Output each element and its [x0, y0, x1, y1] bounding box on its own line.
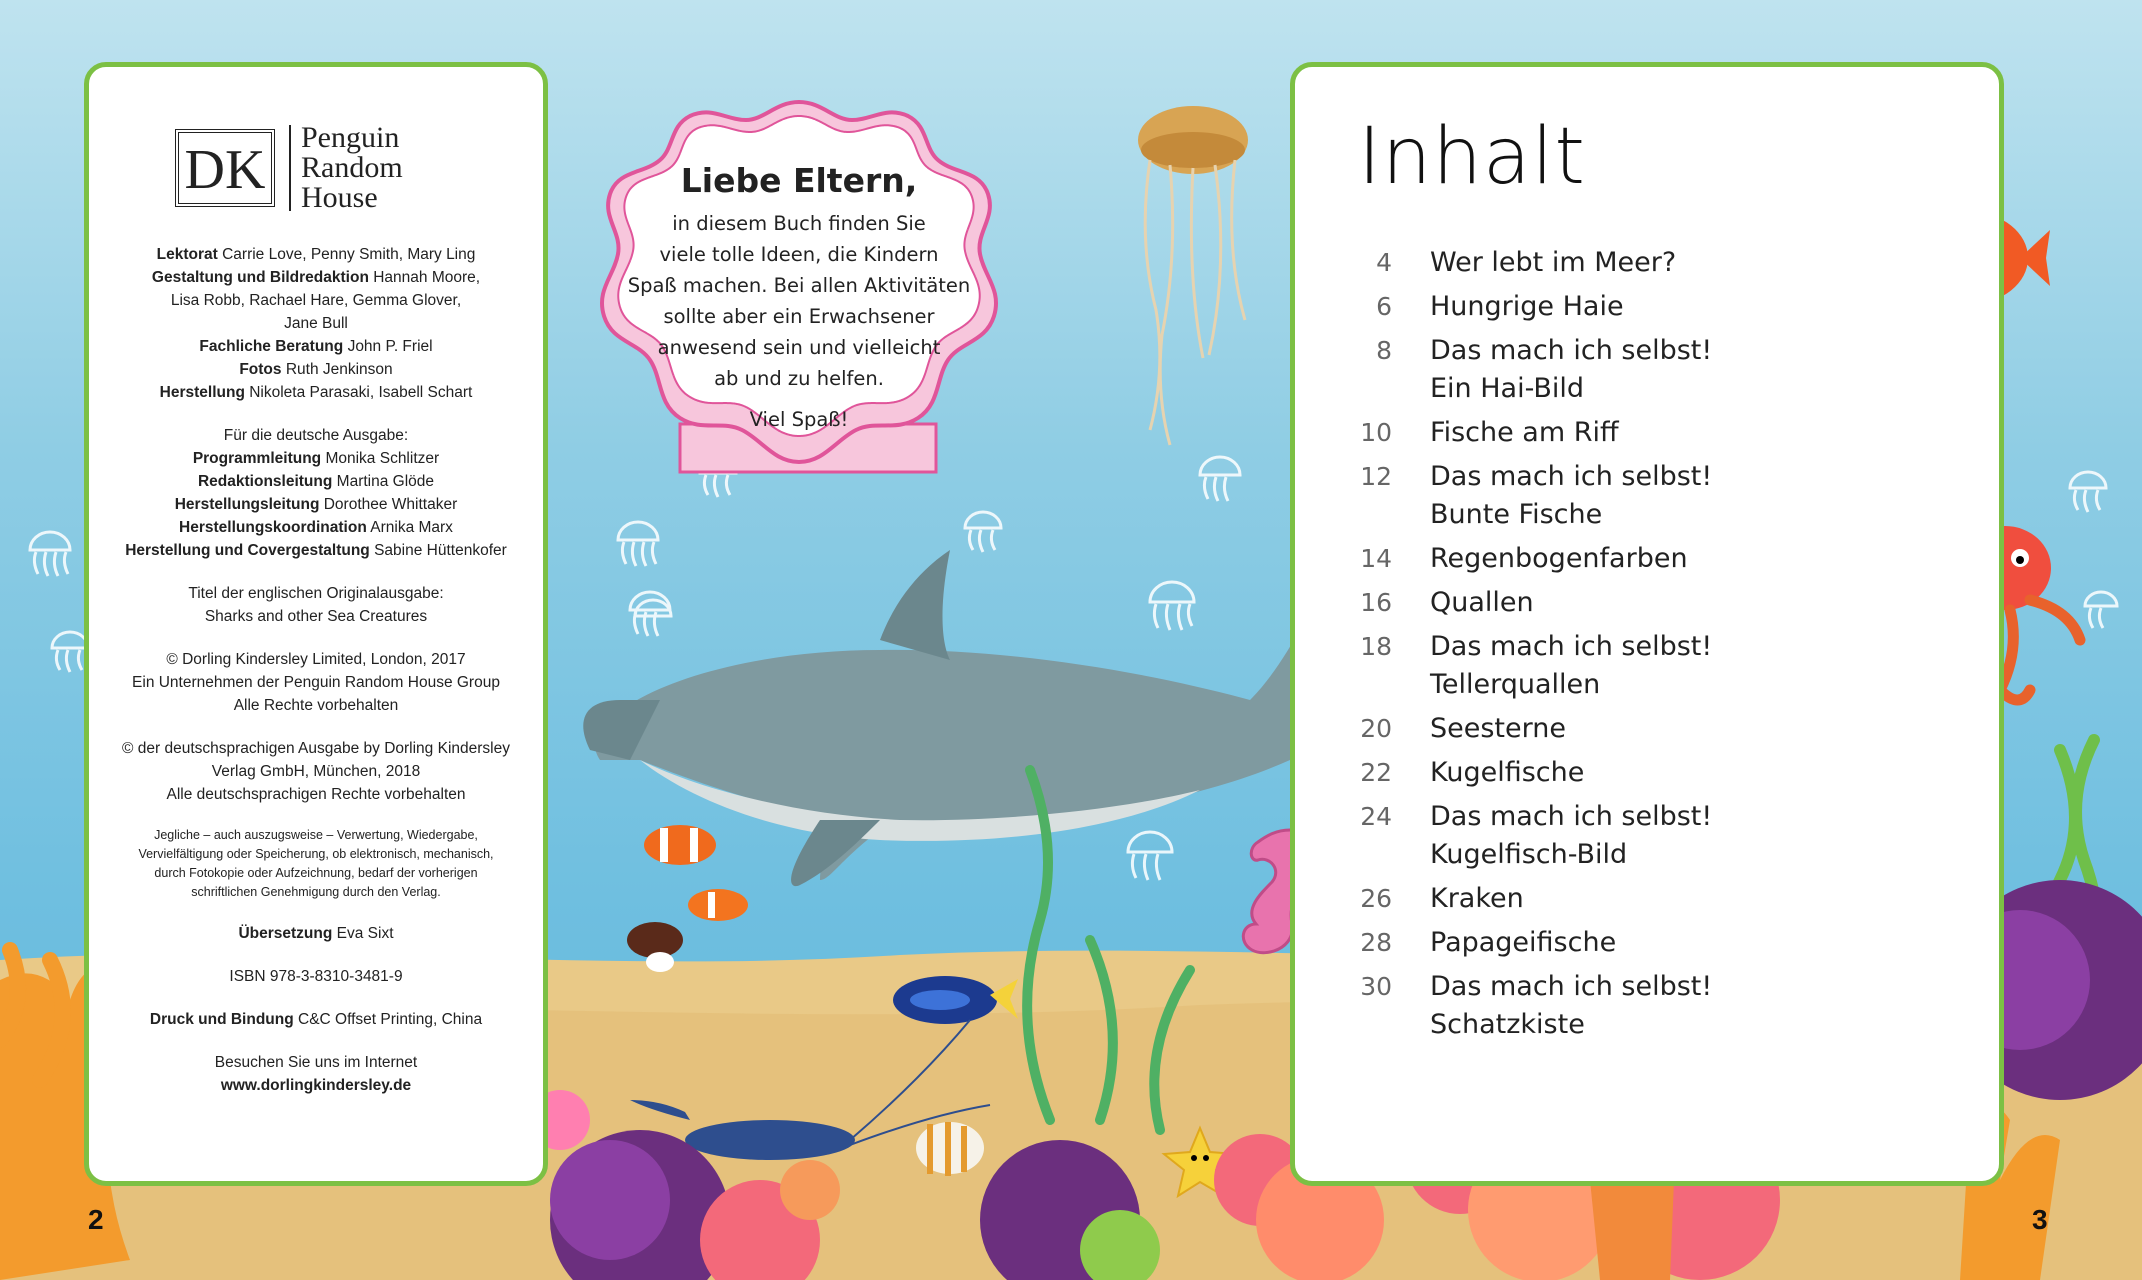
credit-line: Herstellungskoordination Arnika Marx [179, 519, 453, 536]
contents-page-number: 20 [1360, 714, 1392, 743]
contents-page-number: 28 [1360, 928, 1392, 957]
credit-line: Herstellungsleitung Dorothee Whittaker [174, 496, 458, 513]
contents-entry[interactable] [1340, 628, 1860, 704]
copyright-line: © Dorling Kindersley Limited, London, 2017 [166, 651, 466, 668]
contents-entry[interactable] [1340, 710, 1860, 748]
parents-note-body: in diesem Buch finden Sie viele tolle Ideen, die Kindern Spaß machen. Bei allen Aktivitäten sollte aber ein Erwachsener anwesend sein und vielleicht ab und zu helfen. [627, 212, 971, 390]
contents-page-number: 12 [1360, 462, 1392, 491]
contents-entry-label [1430, 332, 1870, 408]
contents-entry-label [1430, 414, 1870, 452]
imprint-text [89, 243, 543, 1097]
parents-note-sign-off: Viel Spaß! [749, 408, 849, 431]
contents-entry-line: Fische am Riff [1430, 417, 1619, 448]
contents-entry-label [1430, 458, 1870, 534]
credit-line: Redaktionsleitung Martina Glöde [197, 473, 435, 490]
clownfish-photo [627, 825, 748, 972]
copyright-line: Alle Rechte vorbehalten [233, 697, 399, 714]
contents-page-number: 8 [1376, 336, 1392, 365]
legal-notice-line: schriftlichen Genehmigung durch den Verlag. [191, 885, 441, 899]
logo-divider [289, 125, 291, 211]
contents-page-number: 26 [1360, 884, 1392, 913]
dk-logo-mark: DK [175, 129, 275, 207]
contents-entry-label [1430, 584, 1870, 622]
contents-page-number: 22 [1360, 758, 1392, 787]
contents-entry-line: Das mach ich selbst! [1430, 335, 1713, 366]
contents-entry-line: Hungrige Haie [1430, 291, 1624, 322]
contents-entry-line: Das mach ich selbst! [1430, 971, 1713, 1002]
credit-line: Lisa Robb, Rachael Hare, Gemma Glover, [170, 292, 462, 309]
credit-line: Gestaltung und Bildredaktion Hannah Moore, [151, 269, 481, 286]
contents-page-number: 14 [1360, 544, 1392, 573]
credit-line: Herstellung Nikoleta Parasaki, Isabell Schart [159, 384, 473, 401]
contents-entry-line: Kraken [1430, 883, 1524, 914]
contents-entry-label [1430, 244, 1870, 282]
publisher-name: Penguin Random House [301, 121, 403, 214]
contents-entry-label [1430, 710, 1870, 748]
website-link[interactable]: www.dorlingkindersley.de [220, 1077, 412, 1094]
contents-page-number: 24 [1360, 802, 1392, 831]
contents-entry-label [1430, 628, 1870, 704]
contents-entry[interactable] [1340, 968, 1860, 1044]
contents-entry-label [1430, 540, 1870, 578]
contents-entry-line: Ein Hai-Bild [1430, 373, 1585, 404]
credit-line: Fachliche Beratung John P. Friel [199, 338, 433, 355]
contents-title: Inhalt [1358, 112, 1586, 202]
contents-entry[interactable] [1340, 584, 1860, 622]
credit-line: Programmleitung Monika Schlitzer [192, 450, 440, 467]
contents-entry[interactable] [1340, 414, 1860, 452]
contents-entry[interactable] [1340, 244, 1860, 282]
contents-entry-line: Bunte Fische [1430, 499, 1603, 530]
contents-entry[interactable] [1340, 540, 1860, 578]
dk-penguin-random-house-logo [89, 67, 403, 214]
copyright-line: Ein Unternehmen der Penguin Random House Group [132, 674, 500, 691]
contents-page-number: 18 [1360, 632, 1392, 661]
contents-entry-line: Schatzkiste [1430, 1009, 1585, 1040]
page-number-left: 2 [88, 1204, 104, 1235]
contents-entry-line: Quallen [1430, 587, 1534, 618]
contents-page-number: 10 [1360, 418, 1392, 447]
contents-page-number: 6 [1376, 292, 1392, 321]
copyright-line: © der deutschsprachigen Ausgabe by Dorling Kindersley [122, 740, 510, 757]
original-title-line: Sharks and other Sea Creatures [204, 608, 428, 625]
contents-entry[interactable] [1340, 458, 1860, 534]
contents-entry[interactable] [1340, 924, 1860, 962]
contents-entry[interactable] [1340, 332, 1860, 408]
contents-page-number: 16 [1360, 588, 1392, 617]
contents-entry-label [1430, 798, 1870, 874]
original-title-line: Titel der englischen Originalausgabe: [188, 585, 444, 602]
isbn: ISBN 978-3-8310-3481-9 [229, 968, 403, 985]
jellyfish-photo [1138, 106, 1248, 445]
contents-page-number: 30 [1360, 972, 1392, 1001]
contents-entry-label [1430, 288, 1870, 326]
visit-line: Besuchen Sie uns im Internet [214, 1054, 418, 1071]
credit-line: Fotos Ruth Jenkinson [239, 361, 393, 378]
contents-entry-label [1430, 754, 1870, 792]
contents-entry-label [1430, 924, 1870, 962]
contents-entry-label [1430, 880, 1870, 918]
credit-line: Jane Bull [284, 315, 348, 332]
contents-entry-line: Tellerquallen [1430, 669, 1601, 700]
legal-notice-line: Vervielfältigung oder Speicherung, ob elektronisch, mechanisch, [138, 847, 494, 861]
printing-credit: Druck und Bindung C&C Offset Printing, China [149, 1011, 483, 1028]
legal-notice-line: durch Fotokopie oder Aufzeichnung, bedarf der vorherigen [154, 866, 478, 880]
parents-note [604, 160, 994, 435]
contents-page-number: 4 [1376, 248, 1392, 277]
contents-entry[interactable] [1340, 880, 1860, 918]
contents-entry-line: Das mach ich selbst! [1430, 801, 1713, 832]
contents-entry-line: Seesterne [1430, 713, 1566, 744]
parents-note-title: Liebe Eltern, [680, 161, 918, 200]
contents-entry-label [1430, 968, 1870, 1044]
contents-entry-line: Das mach ich selbst! [1430, 631, 1713, 662]
german-edition-heading: Für die deutsche Ausgabe: [223, 427, 409, 444]
contents-entry-line: Wer lebt im Meer? [1430, 247, 1677, 278]
copyright-line: Verlag GmbH, München, 2018 [211, 763, 421, 780]
contents-entry[interactable] [1340, 754, 1860, 792]
contents-entry[interactable] [1340, 798, 1860, 874]
credit-line: Herstellung und Covergestaltung Sabine Hüttenkofer [125, 542, 507, 559]
contents-entry-line: Kugelfische [1430, 757, 1585, 788]
contents-entry-line: Papageifische [1430, 927, 1617, 958]
credit-line: Lektorat Carrie Love, Penny Smith, Mary Ling [156, 246, 476, 263]
copyright-line: Alle deutschsprachigen Rechte vorbehalten [166, 786, 466, 803]
contents-entry-line: Regenbogenfarben [1430, 543, 1688, 574]
contents-entry-line: Das mach ich selbst! [1430, 461, 1713, 492]
imprint-panel [84, 62, 548, 1186]
translation-credit: Übersetzung Eva Sixt [238, 925, 394, 942]
legal-notice-line: Jegliche – auch auszugsweise – Verwertung, Wiedergabe, [154, 828, 478, 842]
contents-entry-line: Kugelfisch-Bild [1430, 839, 1628, 870]
page-number-right: 3 [2032, 1204, 2048, 1235]
contents-entry[interactable] [1340, 288, 1860, 326]
